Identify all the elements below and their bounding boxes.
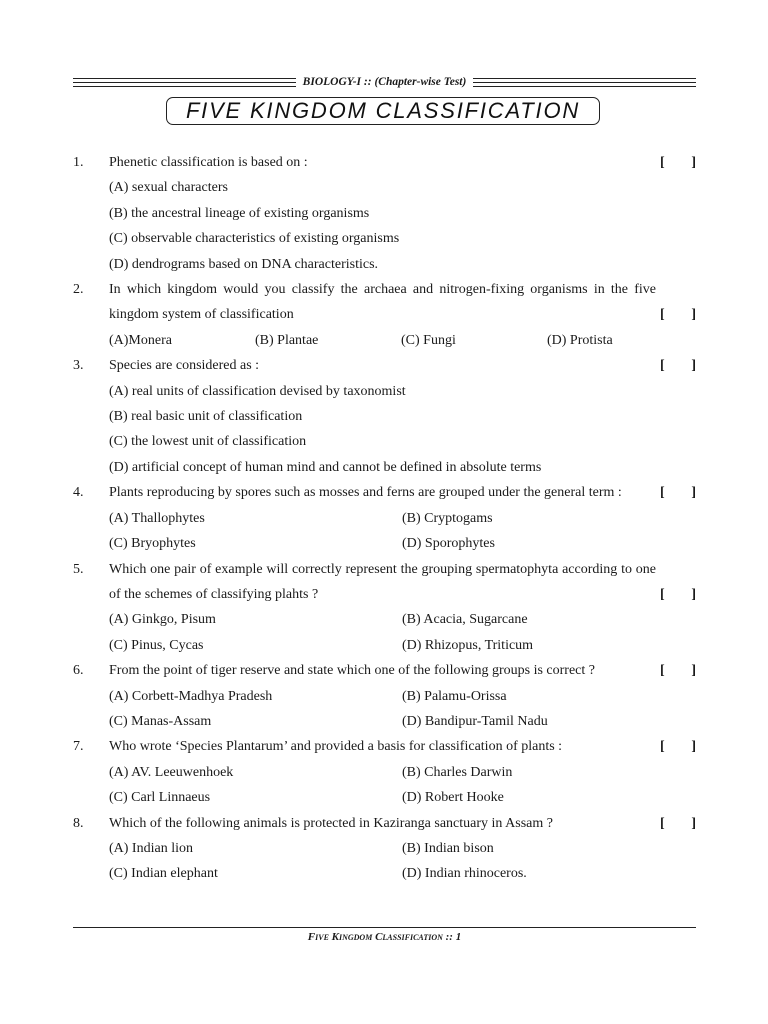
- answer-bracket: [ ]: [660, 307, 696, 323]
- option-c: (C) Manas-Assam: [109, 713, 212, 729]
- answer-bracket: [ ]: [660, 815, 696, 831]
- option-d: (D) Robert Hooke: [402, 790, 504, 806]
- question-6: [73, 658, 696, 734]
- header-rule-left: [73, 78, 296, 87]
- option-b: (B) Acacia, Sugarcane: [402, 612, 528, 628]
- option-b: (B) Cryptogams: [402, 510, 493, 526]
- question-list: [73, 150, 696, 887]
- question-8: [73, 811, 696, 887]
- question-number: 5.: [73, 561, 84, 577]
- option-c: (C) Indian elephant: [109, 866, 218, 882]
- question-text: From the point of tiger reserve and state which one of the following groups is correct ?: [109, 663, 595, 679]
- page-footer: [73, 931, 696, 943]
- option-d: (D) Indian rhinoceros.: [402, 866, 527, 882]
- option-a: (A) Thallophytes: [109, 510, 205, 526]
- question-text: Which one pair of example will correctly represent the grouping spermatophyta according to one of the schemes of classifying plahts ?: [109, 561, 656, 602]
- option-a: (A)Monera: [109, 332, 172, 348]
- option-b: (B) real basic unit of classification: [109, 409, 303, 425]
- option-c: (C) Pinus, Cycas: [109, 637, 204, 653]
- option-c: (C) Carl Linnaeus: [109, 790, 211, 806]
- option-b: (B) Plantae: [255, 332, 319, 348]
- question-3: [73, 353, 696, 480]
- footer-title: Five Kingdom Classification: [307, 931, 443, 943]
- question-number: 7.: [73, 739, 84, 755]
- option-a: (A) real units of classification devised by taxonomist: [109, 383, 406, 399]
- question-text: Phenetic classification is based on :: [109, 155, 308, 170]
- question-text: Species are considered as :: [109, 358, 260, 374]
- question-number: 8.: [73, 815, 84, 831]
- option-b: (B) Indian bison: [402, 840, 494, 856]
- option-a: (A) sexual characters: [109, 180, 228, 196]
- option-c: (C) Bryophytes: [109, 536, 196, 552]
- answer-bracket: [ ]: [660, 358, 696, 374]
- question-number: 6.: [73, 663, 84, 679]
- answer-bracket: [ ]: [660, 155, 696, 170]
- question-text: Who wrote ‘Species Plantarum’ and provided a basis for classification of plants :: [109, 739, 563, 755]
- option-a: (A) AV. Leeuwenhoek: [109, 764, 234, 780]
- option-d: (D) dendrograms based on DNA characteristics.: [109, 256, 379, 272]
- page-title: FIVE KINGDOM CLASSIFICATION: [185, 98, 581, 123]
- option-c: (C) Fungi: [401, 332, 456, 348]
- option-b: (B) the ancestral lineage of existing organisms: [109, 205, 370, 221]
- option-b: (B) Charles Darwin: [402, 764, 513, 780]
- question-number: 3.: [73, 358, 84, 374]
- option-d: (D) Bandipur-Tamil Nadu: [402, 713, 548, 729]
- option-a: (A) Corbett-Madhya Pradesh: [109, 688, 273, 704]
- answer-bracket: [ ]: [660, 663, 696, 679]
- question-number: 1.: [73, 155, 84, 170]
- question-number: 2.: [73, 282, 84, 298]
- option-a: (A) Indian lion: [109, 840, 193, 856]
- option-d: (D) Sporophytes: [402, 536, 495, 552]
- title-box: [166, 97, 600, 125]
- question-2: [73, 277, 696, 353]
- page-number: 1: [455, 931, 462, 943]
- header-rule-right: [473, 78, 696, 87]
- question-text: In which kingdom would you classify the archaea and nitrogen-fixing organisms in the five kingdom system of classification: [109, 282, 656, 323]
- question-4: [73, 480, 696, 556]
- answer-bracket: [ ]: [660, 485, 696, 501]
- answer-bracket: [ ]: [660, 586, 696, 602]
- option-c: (C) the lowest unit of classification: [109, 434, 307, 450]
- header-text: BIOLOGY-I :: (Chapter-wise Test): [302, 76, 467, 88]
- option-a: (A) Ginkgo, Pisum: [109, 612, 216, 628]
- question-text: Which of the following animals is protected in Kaziranga sanctuary in Assam ?: [109, 815, 553, 831]
- option-d: (D) Rhizopus, Triticum: [402, 637, 534, 653]
- option-d: (D) artificial concept of human mind and cannot be defined in absolute terms: [109, 459, 542, 475]
- option-d: (D) Protista: [547, 332, 613, 348]
- option-b: (B) Palamu-Orissa: [402, 688, 507, 704]
- question-number: 4.: [73, 485, 84, 501]
- page-header: [73, 74, 696, 90]
- question-1: [73, 150, 696, 277]
- answer-bracket: [ ]: [660, 739, 696, 755]
- option-c: (C) observable characteristics of existing organisms: [109, 231, 400, 247]
- footer-separator: ::: [442, 931, 456, 943]
- footer-rule: [73, 927, 696, 928]
- question-text: Plants reproducing by spores such as mosses and ferns are grouped under the general term :: [109, 485, 622, 501]
- question-5: [73, 557, 696, 659]
- question-7: [73, 734, 696, 810]
